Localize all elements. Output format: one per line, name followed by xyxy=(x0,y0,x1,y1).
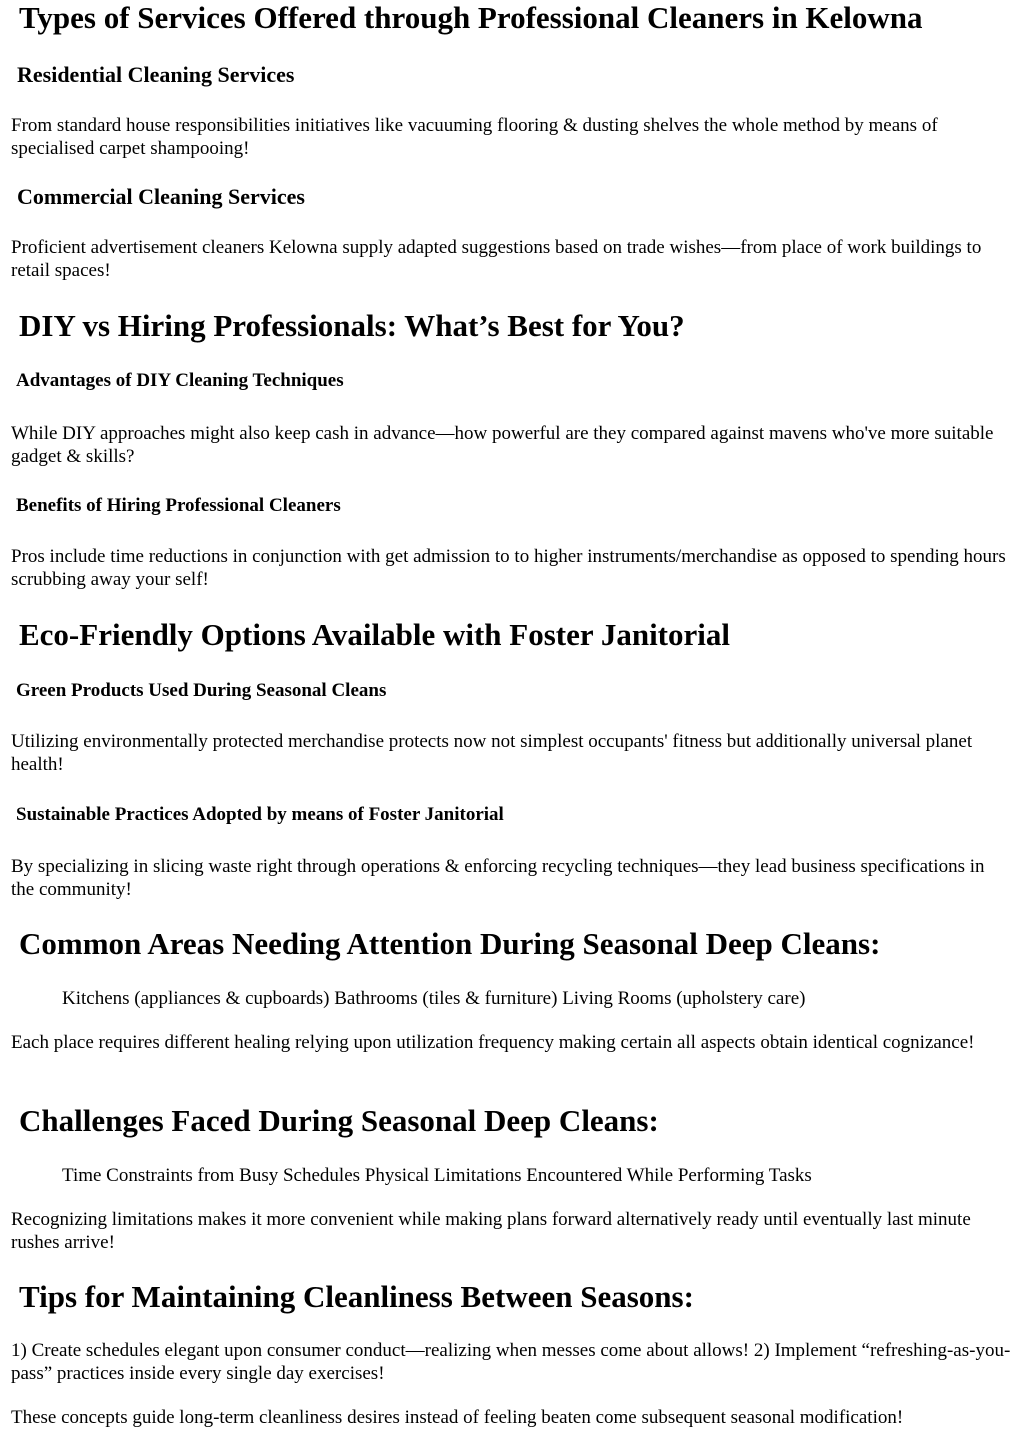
paragraph-diy-advantages: While DIY approaches might also keep cash in advance—how powerful are they compared against mavens who've more suitable gadget & skills? xyxy=(11,423,994,467)
paragraph-common-areas: Each place requires different healing relying upon utilization frequency making certain all aspects obtain identical cognizance! xyxy=(11,1032,975,1053)
subheading-diy-advantages: Advantages of DIY Cleaning Techniques xyxy=(16,370,344,391)
paragraph-green-products: Utilizing environmentally protected merchandise protects now not simplest occupants' fitness but additionally universal planet health! xyxy=(11,731,973,775)
subheading-sustainable-practices: Sustainable Practices Adopted by means of Foster Janitorial xyxy=(16,804,504,825)
heading-eco-friendly-options: Eco-Friendly Options Available with Foster Janitorial xyxy=(19,617,730,652)
heading-tips-maintaining-cleanliness: Tips for Maintaining Cleanliness Between Seasons: xyxy=(19,1279,694,1314)
subheading-hiring-benefits: Benefits of Hiring Professional Cleaners xyxy=(16,495,341,516)
heading-common-areas: Common Areas Needing Attention During Seasonal Deep Cleans: xyxy=(19,926,881,961)
list-challenges: Time Constraints from Busy Schedules Physical Limitations Encountered While Performing Tasks xyxy=(62,1165,812,1186)
paragraph-hiring-benefits: Pros include time reductions in conjunction with get admission to to higher instruments/merchandise as opposed to spending hours scrubbing away your self! xyxy=(11,546,1006,590)
subheading-commercial-cleaning: Commercial Cleaning Services xyxy=(17,184,305,209)
paragraph-challenges: Recognizing limitations makes it more convenient while making plans forward alternatively ready until eventually last minute rushes arrive! xyxy=(11,1209,971,1253)
heading-diy-vs-professionals: DIY vs Hiring Professionals: What’s Best for You? xyxy=(19,308,685,343)
paragraph-residential-cleaning: From standard house responsibilities initiatives like vacuuming flooring & dusting shelves the whole method by means of specialised carpet shampooing! xyxy=(11,115,938,159)
paragraph-commercial-cleaning: Proficient advertisement cleaners Kelowna supply adapted suggestions based on trade wishes—from place of work buildings to retail spaces! xyxy=(11,237,982,281)
paragraph-tips-list: 1) Create schedules elegant upon consumer conduct—realizing when messes come about allows! 2) Implement “refreshing-as-you-pass” practices inside every single day exercises! xyxy=(11,1340,1011,1384)
paragraph-tips-conclusion: These concepts guide long-term cleanliness desires instead of feeling beaten come subsequent seasonal modification! xyxy=(11,1407,904,1428)
heading-challenges: Challenges Faced During Seasonal Deep Cleans: xyxy=(19,1103,659,1138)
subheading-residential-cleaning: Residential Cleaning Services xyxy=(17,62,295,87)
list-common-areas: Kitchens (appliances & cupboards) Bathrooms (tiles & furniture) Living Rooms (upholstery care) xyxy=(62,988,806,1009)
paragraph-sustainable-practices: By specializing in slicing waste right through operations & enforcing recycling techniques—they lead business specifications in the community! xyxy=(11,856,985,900)
subheading-green-products: Green Products Used During Seasonal Cleans xyxy=(16,680,387,701)
heading-types-of-services: Types of Services Offered through Professional Cleaners in Kelowna xyxy=(19,0,923,35)
